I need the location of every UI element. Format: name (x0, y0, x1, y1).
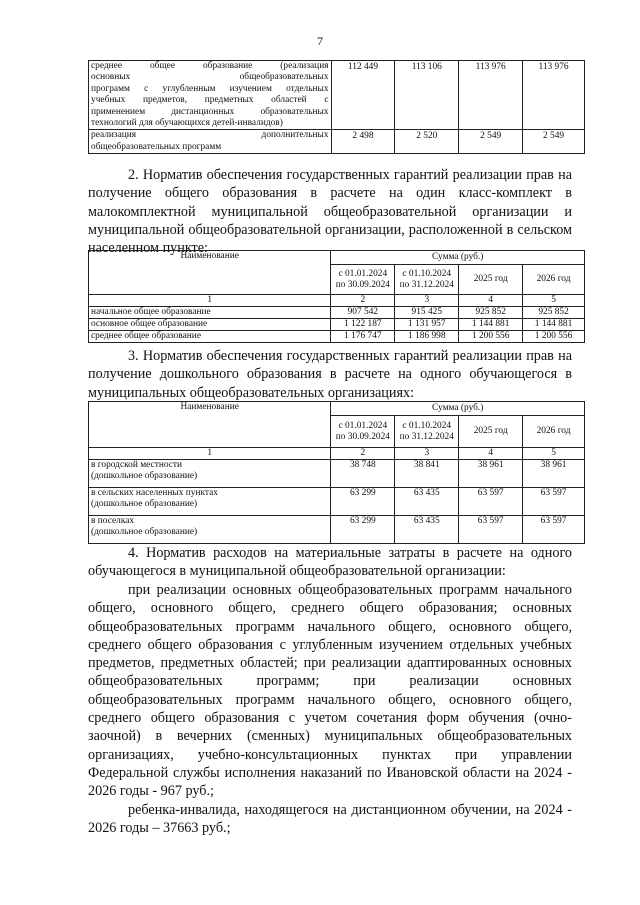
value-cell: 113 976 (523, 61, 585, 130)
name-header: Наименование (89, 402, 331, 448)
value-cell: 1 200 556 (523, 331, 585, 343)
period-2-header (395, 416, 459, 448)
table-row (89, 516, 585, 544)
value-cell: 925 852 (523, 307, 585, 319)
row-label: начальное общее образование (89, 307, 331, 319)
value-cell: 113 976 (459, 61, 523, 130)
value-cell: 63 299 (331, 488, 395, 516)
column-number: 1 (89, 295, 331, 307)
value-cell: 38 748 (331, 460, 395, 488)
preschool-norm-table (88, 401, 585, 544)
value-cell: 1 131 957 (395, 319, 459, 331)
row-label (89, 516, 331, 544)
period-1-header (331, 416, 395, 448)
year-1-header: 2025 год (459, 265, 523, 295)
year-1-header: 2025 год (459, 416, 523, 448)
value-cell: 2 549 (459, 130, 523, 154)
label-line: (дошкольное образование) (91, 471, 198, 481)
sum-header: Сумма (руб.) (331, 402, 585, 416)
period-line: с 01.10.2024 (402, 420, 452, 431)
table-row (89, 331, 585, 343)
value-cell: 925 852 (459, 307, 523, 319)
row-label: основное общее образование (89, 319, 331, 331)
label-line: в городской местности (91, 460, 183, 470)
period-line: по 31.12.2024 (399, 431, 454, 442)
table-row (89, 460, 585, 488)
table-row (89, 307, 585, 319)
value-cell: 2 498 (331, 130, 395, 154)
value-cell: 63 435 (395, 488, 459, 516)
value-cell: 1 144 881 (459, 319, 523, 331)
value-cell: 38 961 (523, 460, 585, 488)
value-cell: 1 122 187 (331, 319, 395, 331)
column-number: 3 (395, 295, 459, 307)
value-cell: 1 186 998 (395, 331, 459, 343)
section-4-item-1: при реализации основных общеобразовательных программ начального общего, основного общего, среднего общего образования; основных общеобразовательных программ начального общего, основного общего, среднего общего образования с углубленным изучением отдельных учебных предметов, предметных областей; при реализации адаптированных основных общеобразовательных программ; при реализации основных общеобразовательных программ начального общего, основного общего, среднего общего образования с учетом сочетания форм обучения (очно-заочной) в вечерних (сменных) муниципальных общеобразовательных организациях, учебно-консультационных пунктах при управлении Федеральной службы исполнения наказаний по Ивановской области на 2024 - 2026 годы - 967 руб.; (88, 582, 572, 800)
period-line: с 01.10.2024 (402, 268, 452, 279)
funding-table-continued (88, 60, 585, 154)
column-number: 5 (523, 448, 585, 460)
label-line: среднее общее образование (реализация (91, 61, 329, 71)
row-label (89, 460, 331, 488)
period-line: по 31.12.2024 (399, 279, 454, 290)
section-2-text: 2. Норматив обеспечения государственных гарантий реализации прав на получение общего образования в расчете на один класс-комплект в малокомплектной муниципальной общеобразовательной организации и муниципальной общеобразовательной организации, расположенной в сельском населенном пункте: (88, 167, 572, 257)
value-cell: 113 106 (395, 61, 459, 130)
value-cell: 2 549 (523, 130, 585, 154)
label-line: программ с углубленным изучением отдельных (91, 83, 329, 94)
period-1-header (331, 265, 395, 295)
value-cell: 63 435 (395, 516, 459, 544)
year-2-header: 2026 год (523, 265, 585, 295)
value-cell: 907 542 (331, 307, 395, 319)
column-number: 4 (459, 448, 523, 460)
period-line: по 30.09.2024 (335, 279, 390, 290)
value-cell: 63 597 (523, 488, 585, 516)
label-line: в поселках (91, 516, 135, 526)
page-number: 7 (317, 34, 323, 48)
period-line: по 30.09.2024 (335, 431, 390, 442)
column-number: 3 (395, 448, 459, 460)
label-line: (дошкольное образование) (91, 527, 198, 537)
label-line: основных общеобразовательных (91, 72, 329, 83)
value-cell: 112 449 (331, 61, 395, 130)
value-cell: 915 425 (395, 307, 459, 319)
table-row (89, 61, 585, 130)
period-2-header (395, 265, 459, 295)
value-cell: 1 200 556 (459, 331, 523, 343)
value-cell: 1 176 747 (331, 331, 395, 343)
section-4-heading: 4. Норматив расходов на материальные затраты в расчете на одного обучающегося в муниципальной общеобразовательной организации: (88, 545, 572, 580)
value-cell: 63 299 (331, 516, 395, 544)
value-cell: 63 597 (459, 488, 523, 516)
label-line: технологий для обучающихся детей-инвалидов) (91, 118, 283, 129)
class-complex-norm-table (88, 250, 585, 343)
row-label (89, 130, 332, 154)
label-line: реализация дополнительных (91, 130, 329, 141)
column-number: 5 (523, 295, 585, 307)
column-number: 1 (89, 448, 331, 460)
column-number: 4 (459, 295, 523, 307)
label-line: применением дистанционных образовательных (91, 106, 329, 117)
period-line: с 01.01.2024 (338, 268, 388, 279)
table-row (89, 130, 585, 154)
column-numbers-row (89, 295, 585, 307)
value-cell: 38 961 (459, 460, 523, 488)
value-cell: 38 841 (395, 460, 459, 488)
value-cell: 63 597 (459, 516, 523, 544)
label-line: учебных предметов, предметных областей с (91, 95, 329, 106)
name-header: Наименование (89, 251, 331, 295)
label-line: (дошкольное образование) (91, 499, 198, 509)
table-row (89, 488, 585, 516)
section-4-item-2: ребенка-инвалида, находящегося на дистанционном обучении, на 2024 - 2026 годы – 37663 руб.; (88, 802, 572, 837)
period-line: с 01.01.2024 (338, 420, 388, 431)
label-line: общеобразовательных программ (91, 141, 222, 152)
value-cell: 1 144 881 (523, 319, 585, 331)
column-number: 2 (331, 448, 395, 460)
table-row (89, 319, 585, 331)
column-numbers-row (89, 448, 585, 460)
value-cell: 63 597 (523, 516, 585, 544)
row-label: среднее общее образование (89, 331, 331, 343)
row-label (89, 61, 332, 130)
value-cell: 2 520 (395, 130, 459, 154)
column-number: 2 (331, 295, 395, 307)
label-line: в сельских населенных пунктах (91, 488, 218, 498)
row-label (89, 488, 331, 516)
sum-header: Сумма (руб.) (331, 251, 585, 265)
section-3-text: 3. Норматив обеспечения государственных гарантий реализации прав на получение дошкольного образования в расчете на одного обучающегося в муниципальных общеобразовательных организациях: (88, 348, 572, 401)
year-2-header: 2026 год (523, 416, 585, 448)
